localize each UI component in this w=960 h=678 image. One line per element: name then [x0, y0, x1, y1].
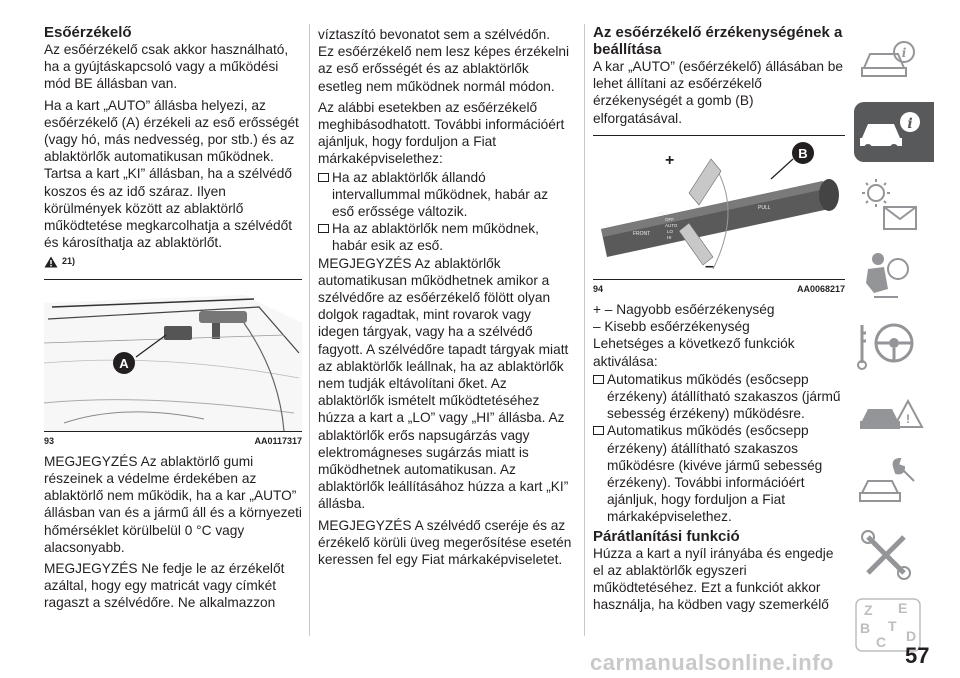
checkbox-bullet-icon	[593, 375, 604, 384]
column-2	[318, 26, 572, 572]
airbag-person-icon	[854, 245, 924, 305]
svg-text:A: A	[119, 355, 129, 371]
tab-technical-data[interactable]	[854, 525, 924, 585]
svg-text:!: !	[906, 412, 910, 426]
svg-text:Z: Z	[864, 602, 873, 618]
car-info-icon	[854, 30, 924, 90]
svg-text:+: +	[665, 151, 675, 169]
paragraph: Ha a kart „AUTO” állásba helyezi, az esőérzékelő (A) érzékeli az eső erősségét (vagy hó, más nedvesség, por stb.) és az ablaktörlők automatikusan működnek. Tartsa a kart „KI” állásban, ha a szélvédő koszos és az idő száraz. Ilyen körülmények között az ablaktörlő működtetése megkarcolhatja a szélvédőt és károsíthatja az ablaktörlőt.	[44, 97, 299, 251]
legend-minus: – Kisebb esőérzékenység	[593, 319, 750, 335]
list-item: Automatikus működés (esőcsepp érzékeny) átállítható szakaszos (jármű sebesség érzékeny) működésre.	[593, 371, 845, 423]
svg-text:T: T	[888, 618, 897, 634]
tools-icon	[854, 525, 924, 585]
column-separator	[584, 24, 585, 636]
figure-94-lever	[593, 139, 845, 279]
svg-text:LO: LO	[667, 228, 674, 234]
steering-key-icon	[854, 315, 924, 375]
paragraph: Húzza a kart a nyíl irányába és engedje el az ablaktörlők egyszeri működtetéséhez. Ezt a funkciót akkor használja, ha ködben vagy szemerkélő	[593, 545, 834, 613]
list-item: Ha az ablaktörlők állandó intervallummal működnek, habár az eső erőssége változik.	[318, 169, 572, 221]
paragraph: Az esőérzékelő csak akkor használható, ha a gyújtáskapcsoló vagy a működési mód BE állásban van.	[44, 42, 289, 92]
svg-text:E: E	[898, 600, 908, 616]
svg-text:D: D	[906, 628, 917, 644]
tab-car-info-active[interactable]	[854, 102, 934, 162]
tab-car-info[interactable]	[854, 30, 924, 90]
svg-text:PULL: PULL	[758, 204, 771, 211]
figure-number: 93	[44, 435, 55, 446]
car-info-active-icon	[854, 102, 924, 162]
paragraph: víztaszító bevonatot sem a szélvédőn.	[318, 27, 551, 42]
svg-text:FRONT: FRONT	[633, 230, 651, 237]
svg-text:AUTO: AUTO	[665, 222, 678, 228]
column-1	[44, 24, 302, 616]
tab-maintenance[interactable]	[854, 455, 924, 515]
checkbox-bullet-icon	[318, 173, 329, 182]
divider	[44, 279, 302, 280]
svg-text:OFF: OFF	[665, 216, 674, 222]
wiper-lever-illustration	[593, 139, 845, 279]
paragraph: MEGJEGYZÉS A szélvédő cseréje és az érzékelő körüli üveg megerősítése esetén keressen fel egy Fiat márkaképviseletet.	[318, 517, 572, 568]
svg-text:i: i	[907, 116, 913, 132]
paragraph: Lehetséges a következő funkciók aktiválása:	[593, 336, 795, 369]
paragraph: A kar „AUTO” (esőérzékelő) állásában be lehet állítani az esőérzékelő érzékenységét a gomb (B) elforgatásával.	[593, 59, 844, 126]
svg-text:B: B	[860, 620, 871, 636]
divider	[593, 135, 845, 136]
figure-code: AA0117317	[254, 435, 302, 446]
figure-93-windshield	[44, 283, 302, 431]
legend-plus: + – Nagyobb esőérzékenység	[593, 302, 775, 318]
figure-code: AA0068217	[796, 283, 845, 294]
paragraph: MEGJEGYZÉS Az ablaktörlő gumi részeinek a védelme érdekében az ablaktörlő nem működik, ha a kar „AUTO” állásban van és a jármű áll és a környezeti hőmérséklet körülbelül 0 °C vagy alacsonyabb.	[44, 453, 302, 555]
warning-reference: 21)	[44, 253, 302, 270]
list-item: Ha az ablaktörlők nem működnek, habár esik az eső.	[318, 220, 572, 254]
figure-number: 94	[593, 283, 604, 294]
svg-text:MIST: MIST	[657, 210, 668, 216]
paragraph: MEGJEGYZÉS Ne fedje le az érzékelőt azáltal, hogy egy matricát vagy címkét ragaszt a szélvédőre. Ne alkalmazzon	[44, 561, 285, 611]
tab-emergency[interactable]	[854, 385, 924, 445]
column-3	[593, 24, 845, 617]
section-heading-defog: Párátlanítási funkció	[593, 527, 740, 545]
section-heading-sensitivity: Az esőérzékelő érzékenységének a beállítása	[593, 24, 843, 58]
svg-text:HI: HI	[667, 234, 672, 240]
windshield-sensor-illustration	[44, 283, 302, 431]
svg-text:–: –	[705, 257, 714, 275]
svg-text:C: C	[876, 634, 887, 650]
paragraph: MEGJEGYZÉS Az ablaktörlők automatikusan működhetnek amikor a szélvédőre az esőérzékelő fölött olyan dolgok ragadtak, mint rovarok vagy idegen tárgyak, vagy ha a szélvédő fagyott. A szélvédőre tapadt tárgyak miatt az ablaktörlők leállnak, ha az ablaktörlők nem tudják eltávolítani őket. Az ablaktörlők ismételt működtetéséhez húzza a kart a „LO” vagy „HI” állásba. Az ablaktörlők erős napsugárzás vagy elektromágneses sugárzás miatt is működhetnek automatikusan. Az ablaktörlők leállításához húzza a kart „KI” állásba.	[318, 255, 569, 512]
checkbox-bullet-icon	[318, 224, 329, 233]
warning-triangle-icon	[44, 256, 58, 268]
svg-text:i: i	[901, 46, 907, 60]
tab-warning-lights[interactable]	[854, 175, 924, 235]
column-separator	[309, 24, 310, 636]
tab-start-drive[interactable]	[854, 315, 924, 375]
section-heading-rain-sensor: Esőérzékelő	[44, 24, 132, 41]
paragraph: Az alábbi esetekben az esőérzékelő meghibásodhatott. További információért ajánljuk, hogy forduljon a Fiat márkaképviselethez:	[318, 99, 565, 167]
svg-text:B: B	[798, 145, 808, 161]
car-warning-icon	[854, 385, 924, 445]
paragraph: Ez esőérzékelő nem lesz képes érzékelni az eső erősségét és az ablaktörlők esetleg nem működnek normál módon.	[318, 44, 570, 94]
checkbox-bullet-icon	[593, 426, 604, 435]
warning-light-icon	[854, 175, 924, 235]
wrench-car-icon	[854, 455, 924, 515]
list-item: Automatikus működés (esőcsepp érzékeny) átállítható szakaszos működésre (kivéve jármű sebesség érzékeny). További információért ajánljuk, hogy forduljon a Fiat márkaképviselethez.	[593, 422, 845, 525]
tab-safety[interactable]	[854, 245, 924, 305]
watermark: carmanualsonline.info	[590, 650, 834, 675]
page-number: 57	[905, 643, 930, 668]
figure-caption	[593, 279, 845, 298]
figure-caption	[44, 431, 302, 450]
